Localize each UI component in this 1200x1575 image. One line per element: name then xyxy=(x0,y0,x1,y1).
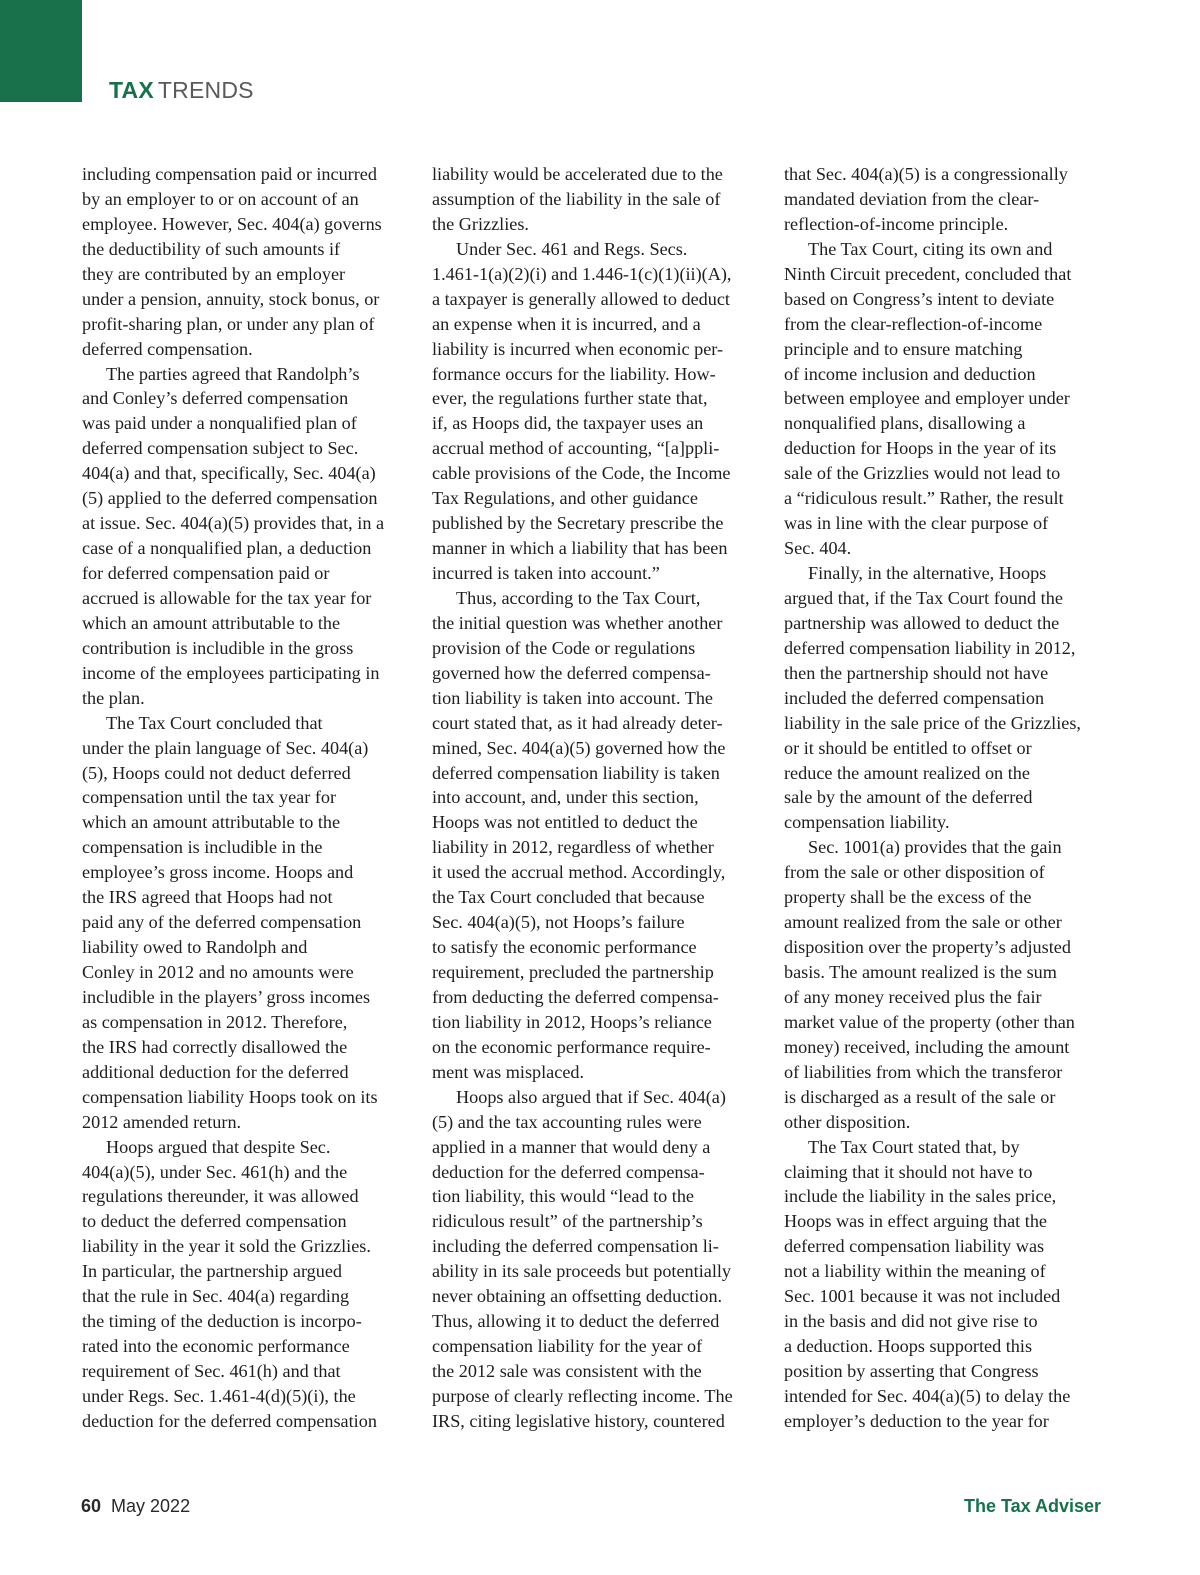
text-line: that Sec. 404(a)(5) is a congressionally xyxy=(784,164,1068,184)
text-line: liability would be accelerated due to the xyxy=(432,164,723,184)
text-line: accrual method of accounting, “[a]ppli- xyxy=(432,438,720,459)
text-line: deferred compensation liability was xyxy=(784,1236,1045,1257)
text-line: and Conley’s deferred compensation xyxy=(82,388,349,409)
text-line: sale of the Grizzlies would not lead to xyxy=(784,463,1061,484)
text-line: (5) applied to the deferred compensation xyxy=(82,488,378,509)
text-line: provision of the Code or regulations xyxy=(432,637,696,658)
text-line: applied in a manner that would deny a xyxy=(432,1136,711,1157)
text-line: position by asserting that Congress xyxy=(784,1361,1039,1381)
text-line: a “ridiculous result.” Rather, the result xyxy=(784,488,1064,509)
text-line: of liabilities from which the transferor xyxy=(784,1061,1063,1082)
text-line: compensation liability for the year of xyxy=(432,1336,703,1357)
text-line: for deferred compensation paid or xyxy=(82,563,330,583)
text-line: liability in the sale price of the Grizzlies, xyxy=(784,712,1081,733)
text-line: include the liability in the sales price, xyxy=(784,1186,1057,1207)
text-line: from the sale or other disposition of xyxy=(784,862,1045,883)
text-line: that the rule in Sec. 404(a) regarding xyxy=(82,1286,350,1307)
text-line: case of a nonqualified plan, a deduction xyxy=(82,538,372,559)
text-line: Under Sec. 461 and Regs. Secs. xyxy=(456,238,688,259)
text-line: never obtaining an offsetting deduction. xyxy=(432,1286,723,1307)
text-line: principle and to ensure matching xyxy=(784,338,1023,359)
text-line: profit-sharing plan, or under any plan of xyxy=(82,313,375,334)
text-line: the deductibility of such amounts if xyxy=(82,238,341,259)
text-line: includible in the players’ gross incomes xyxy=(82,986,371,1007)
text-line: of income inclusion and deduction xyxy=(784,363,1036,384)
text-line: published by the Secretary prescribe the xyxy=(432,513,724,534)
text-line: accrued is allowable for the tax year for xyxy=(82,587,372,608)
text-line: on the economic performance require- xyxy=(432,1036,711,1057)
text-line: deferred compensation. xyxy=(82,338,253,359)
text-line: formance occurs for the liability. How- xyxy=(432,363,716,384)
text-line: assumption of the liability in the sale of xyxy=(432,188,721,209)
text-line: they are contributed by an employer xyxy=(82,263,346,284)
text-line: is discharged as a result of the sale or xyxy=(784,1086,1056,1107)
page-number: 60 xyxy=(81,1496,102,1516)
text-line: from deducting the deferred compensa- xyxy=(432,986,719,1007)
text-line: deferred compensation liability in 2012, xyxy=(784,637,1076,658)
text-line: tion liability, this would “lead to the xyxy=(432,1186,694,1207)
text-line: Thus, allowing it to deduct the deferred xyxy=(432,1311,720,1332)
text-line: the plan. xyxy=(82,687,145,708)
text-line: paid any of the deferred compensation xyxy=(82,912,362,933)
text-line: mandated deviation from the clear- xyxy=(784,188,1040,209)
text-line: a deduction. Hoops supported this xyxy=(784,1336,1033,1357)
text-line: rated into the economic performance xyxy=(82,1336,350,1357)
text-line: included the deferred compensation xyxy=(784,687,1045,708)
section-header-light: TRENDS xyxy=(157,77,254,103)
text-line: it used the accrual method. Accordingly, xyxy=(432,862,726,883)
text-line: 1.461-1(a)(2)(i) and 1.446-1(c)(1)(ii)(A), xyxy=(432,263,732,284)
text-line: other disposition. xyxy=(784,1111,911,1132)
text-line: compensation liability. xyxy=(784,812,950,833)
text-line: the IRS agreed that Hoops had not xyxy=(82,887,333,908)
text-line: Ninth Circuit precedent, concluded that xyxy=(784,263,1072,284)
text-line: Conley in 2012 and no amounts were xyxy=(82,962,354,982)
text-line: compensation is includible in the xyxy=(82,837,323,858)
text-line: compensation liability Hoops took on its xyxy=(82,1086,378,1107)
text-line: if, as Hoops did, the taxpayer uses an xyxy=(432,413,704,434)
text-line: under a pension, annuity, stock bonus, or xyxy=(82,288,380,309)
text-line: ment was misplaced. xyxy=(432,1061,585,1082)
text-line: tion liability in 2012, Hoops’s reliance xyxy=(432,1011,712,1032)
text-line: Sec. 1001(a) provides that the gain xyxy=(808,837,1062,858)
text-line: liability in the year it sold the Grizzlies. xyxy=(82,1236,371,1257)
text-line: or it should be entitled to offset or xyxy=(784,737,1032,758)
text-line: IRS, citing legislative history, countered xyxy=(432,1410,725,1431)
text-line: manner in which a liability that has been xyxy=(432,538,728,559)
text-line: ridiculous result” of the partnership’s xyxy=(432,1211,703,1232)
text-line: ever, the regulations further state that, xyxy=(432,388,708,409)
publication-name: The Tax Adviser xyxy=(964,1496,1102,1516)
page-footer-left xyxy=(81,1495,190,1517)
text-line: the initial question was whether another xyxy=(432,612,723,633)
text-line: income of the employees participating in xyxy=(82,662,380,683)
text-line: the Grizzlies. xyxy=(432,213,529,234)
text-line: cable provisions of the Code, the Income xyxy=(432,463,731,484)
text-line: compensation until the tax year for xyxy=(82,787,337,808)
text-line: employee. However, Sec. 404(a) governs xyxy=(82,213,382,234)
text-line: 2012 amended return. xyxy=(82,1111,242,1132)
text-line: by an employer to or on account of an xyxy=(82,188,359,209)
text-line: deduction for the deferred compensa- xyxy=(432,1161,705,1182)
text-line: Sec. 404. xyxy=(784,538,852,559)
text-line: a taxpayer is generally allowed to deduct xyxy=(432,288,730,309)
text-line: (5), Hoops could not deduct deferred xyxy=(82,762,351,783)
text-line: liability in 2012, regardless of whether xyxy=(432,837,714,858)
text-line: claiming that it should not have to xyxy=(784,1161,1033,1182)
text-line: disposition over the property’s adjusted xyxy=(784,937,1071,958)
text-line: regulations thereunder, it was allowed xyxy=(82,1186,359,1207)
text-line: deduction for the deferred compensation xyxy=(82,1410,377,1431)
text-line: based on Congress’s intent to deviate xyxy=(784,288,1055,309)
text-line: The parties agreed that Randolph’s xyxy=(106,363,360,384)
text-line: including compensation paid or incurred xyxy=(82,164,377,184)
text-line: under the plain language of Sec. 404(a) xyxy=(82,737,369,758)
text-line: of any money received plus the fair xyxy=(784,986,1042,1007)
text-line: Sec. 404(a)(5), not Hoops’s failure xyxy=(432,912,685,933)
text-line: requirement of Sec. 461(h) and that xyxy=(82,1361,341,1381)
text-line: court stated that, as it had already deter- xyxy=(432,712,723,733)
text-column-3 xyxy=(784,162,1120,1434)
text-line: deduction for Hoops in the year of its xyxy=(784,438,1057,459)
text-line: not a liability within the meaning of xyxy=(784,1261,1046,1282)
section-color-tab xyxy=(0,0,82,102)
section-header xyxy=(109,76,254,104)
text-line: which an amount attributable to the xyxy=(82,612,341,633)
text-line: ability in its sale proceeds but potentially xyxy=(432,1261,732,1282)
text-line: purpose of clearly reflecting income. The xyxy=(432,1385,733,1406)
text-line: the timing of the deduction is incorpo- xyxy=(82,1311,362,1332)
text-line: to deduct the deferred compensation xyxy=(82,1211,347,1232)
text-line: Thus, according to the Tax Court, xyxy=(456,587,701,608)
text-line: sale by the amount of the deferred xyxy=(784,787,1033,808)
text-line: governed how the deferred compensa- xyxy=(432,662,711,683)
text-line: market value of the property (other than xyxy=(784,1011,1075,1032)
text-line: employee’s gross income. Hoops and xyxy=(82,862,354,883)
text-line: Tax Regulations, and other guidance xyxy=(432,488,698,509)
text-line: the Tax Court concluded that because xyxy=(432,887,705,908)
text-column-2 xyxy=(432,162,768,1434)
text-line: (5) and the tax accounting rules were xyxy=(432,1111,702,1132)
text-line: the IRS had correctly disallowed the xyxy=(82,1036,348,1057)
text-line: was paid under a nonqualified plan of xyxy=(82,413,357,434)
text-line: reduce the amount realized on the xyxy=(784,762,1030,783)
text-line: between employee and employer under xyxy=(784,388,1070,409)
text-line: basis. The amount realized is the sum xyxy=(784,962,1057,982)
text-line: additional deduction for the deferred xyxy=(82,1061,349,1082)
text-line: under Regs. Sec. 1.461-4(d)(5)(i), the xyxy=(82,1385,356,1406)
text-line: 404(a) and that, specifically, Sec. 404(a) xyxy=(82,463,376,484)
text-line: from the clear-reflection-of-income xyxy=(784,313,1043,334)
text-line: Hoops also argued that if Sec. 404(a) xyxy=(456,1086,726,1107)
text-line: as compensation in 2012. Therefore, xyxy=(82,1011,348,1032)
text-line: mined, Sec. 404(a)(5) governed how the xyxy=(432,737,726,758)
text-line: then the partnership should not have xyxy=(784,662,1049,683)
text-line: tion liability is taken into account. The xyxy=(432,687,714,708)
text-line: deferred compensation liability is taken xyxy=(432,762,720,783)
text-line: an expense when it is incurred, and a xyxy=(432,313,701,334)
text-line: to satisfy the economic performance xyxy=(432,937,697,958)
text-line: intended for Sec. 404(a)(5) to delay the xyxy=(784,1385,1071,1406)
text-line: which an amount attributable to the xyxy=(82,812,341,833)
text-line: nonqualified plans, disallowing a xyxy=(784,413,1026,434)
section-header-bold: TAX xyxy=(109,77,154,103)
text-line: incurred is taken into account.” xyxy=(432,563,660,583)
text-line: In particular, the partnership argued xyxy=(82,1261,343,1282)
text-line: deferred compensation subject to Sec. xyxy=(82,438,359,459)
text-line: including the deferred compensation li- xyxy=(432,1236,719,1257)
text-column-1 xyxy=(82,162,418,1434)
text-line: into account, and, under this section, xyxy=(432,787,699,808)
text-line: argued that, if the Tax Court found the xyxy=(784,587,1063,608)
text-line: liability owed to Randolph and xyxy=(82,937,308,958)
text-line: contribution is includible in the gross xyxy=(82,637,354,658)
text-line: at issue. Sec. 404(a)(5) provides that, in a xyxy=(82,513,385,534)
issue-date: May 2022 xyxy=(111,1496,191,1516)
text-line: The Tax Court concluded that xyxy=(106,712,323,733)
text-line: in the basis and did not give rise to xyxy=(784,1311,1038,1332)
text-line: employer’s deduction to the year for xyxy=(784,1410,1049,1431)
text-line: The Tax Court stated that, by xyxy=(808,1136,1020,1157)
text-line: partnership was allowed to deduct the xyxy=(784,612,1060,633)
text-line: reflection-of-income principle. xyxy=(784,213,1009,234)
text-line: property shall be the excess of the xyxy=(784,887,1032,908)
text-line: amount realized from the sale or other xyxy=(784,912,1062,933)
text-line: the 2012 sale was consistent with the xyxy=(432,1361,702,1381)
text-line: The Tax Court, citing its own and xyxy=(808,238,1053,259)
text-line: liability is incurred when economic per- xyxy=(432,338,724,359)
text-line: Hoops was in effect arguing that the xyxy=(784,1211,1047,1232)
text-line: money) received, including the amount xyxy=(784,1036,1070,1057)
text-line: Sec. 1001 because it was not included xyxy=(784,1286,1061,1307)
text-line: 404(a)(5), under Sec. 461(h) and the xyxy=(82,1161,348,1182)
text-line: Hoops argued that despite Sec. xyxy=(106,1136,331,1157)
text-line: Hoops was not entitled to deduct the xyxy=(432,812,698,833)
text-line: requirement, precluded the partnership xyxy=(432,962,714,982)
text-line: was in line with the clear purpose of xyxy=(784,513,1049,534)
text-line: Finally, in the alternative, Hoops xyxy=(808,563,1047,583)
